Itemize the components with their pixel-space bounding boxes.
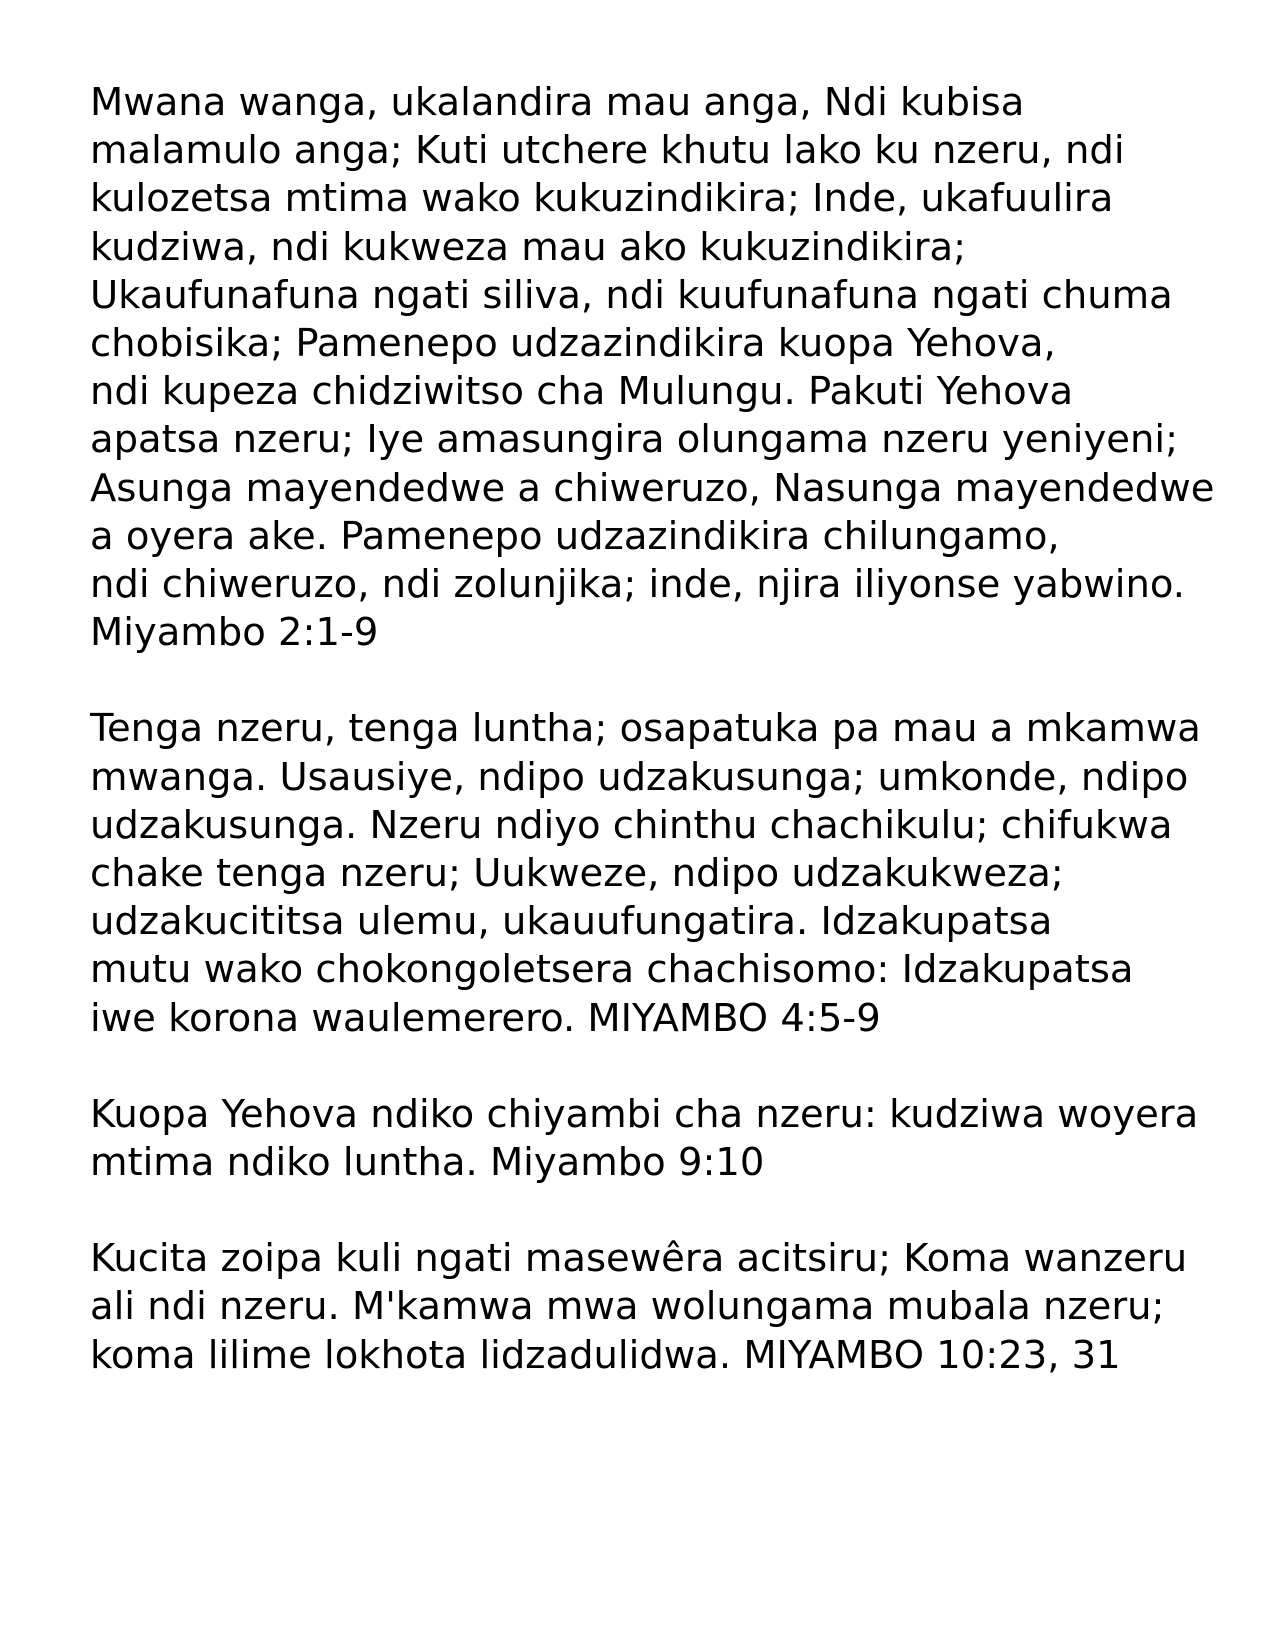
- text-line: mwanga. Usausiye, ndipo udzakusunga; umkonde, ndipo: [90, 754, 1189, 800]
- text-line: chake tenga nzeru; Uukweze, ndipo udzakukweza;: [90, 851, 1064, 897]
- text-line: Kucita zoipa kuli ngati masewêra acitsiru; Koma wanzeru: [90, 1236, 1188, 1282]
- passage-miyambo-2: [90, 79, 1215, 657]
- citation: Miyambo 2:1-9: [90, 610, 379, 656]
- text-line: Asunga mayendedwe a chiweruzo, Nasunga mayendedwe: [90, 465, 1215, 511]
- text-line: Tenga nzeru, tenga luntha; osapatuka pa mau a mkamwa: [90, 706, 1201, 752]
- text-line: koma lilime lokhota lidzadulidwa. MIYAMBO 10:23, 31: [90, 1332, 1121, 1378]
- text-line: apatsa nzeru; Iye amasungira olungama nzeru yeniyeni;: [90, 417, 1179, 463]
- text-line: kudziwa, ndi kukweza mau ako kukuzindikira;: [90, 224, 967, 270]
- text-line: Kuopa Yehova ndiko chiyambi cha nzeru: kudziwa woyera: [90, 1091, 1199, 1137]
- text-line: ndi kupeza chidziwitso cha Mulungu. Pakuti Yehova: [90, 369, 1074, 415]
- text-line: Ukaufunafuna ngati siliva, ndi kuufunafuna ngati chuma: [90, 272, 1173, 318]
- document-body: [90, 79, 1215, 1428]
- passage-miyambo-10: [90, 1235, 1210, 1380]
- text-line: udzakucititsa ulemu, ukauufungatira. Idzakupatsa: [90, 899, 1053, 945]
- passage-miyambo-9: [90, 1091, 1210, 1187]
- text-line: malamulo anga; Kuti utchere khutu lako ku nzeru, ndi: [90, 128, 1125, 174]
- text-line: ndi chiweruzo, ndi zolunjika; inde, njira iliyonse yabwino.: [90, 562, 1186, 608]
- text-line: iwe korona waulemerero. MIYAMBO 4:5-9: [90, 995, 881, 1041]
- text-line: ali ndi nzeru. M'kamwa mwa wolungama mubala nzeru;: [90, 1284, 1165, 1330]
- text-line: kulozetsa mtima wako kukuzindikira; Inde, ukafuulira: [90, 176, 1114, 222]
- text-line: mutu wako chokongoletsera chachisomo: Idzakupatsa: [90, 947, 1134, 993]
- text-line: mtima ndiko luntha. Miyambo 9:10: [90, 1140, 765, 1186]
- text-line: chobisika; Pamenepo udzazindikira kuopa Yehova,: [90, 321, 1056, 367]
- text-line: a oyera ake. Pamenepo udzazindikira chilungamo,: [90, 513, 1060, 559]
- text-line: Mwana wanga, ukalandira mau anga, Ndi kubisa: [90, 80, 1025, 125]
- passage-miyambo-4: [90, 705, 1210, 1042]
- text-line: udzakusunga. Nzeru ndiyo chinthu chachikulu; chifukwa: [90, 802, 1173, 848]
